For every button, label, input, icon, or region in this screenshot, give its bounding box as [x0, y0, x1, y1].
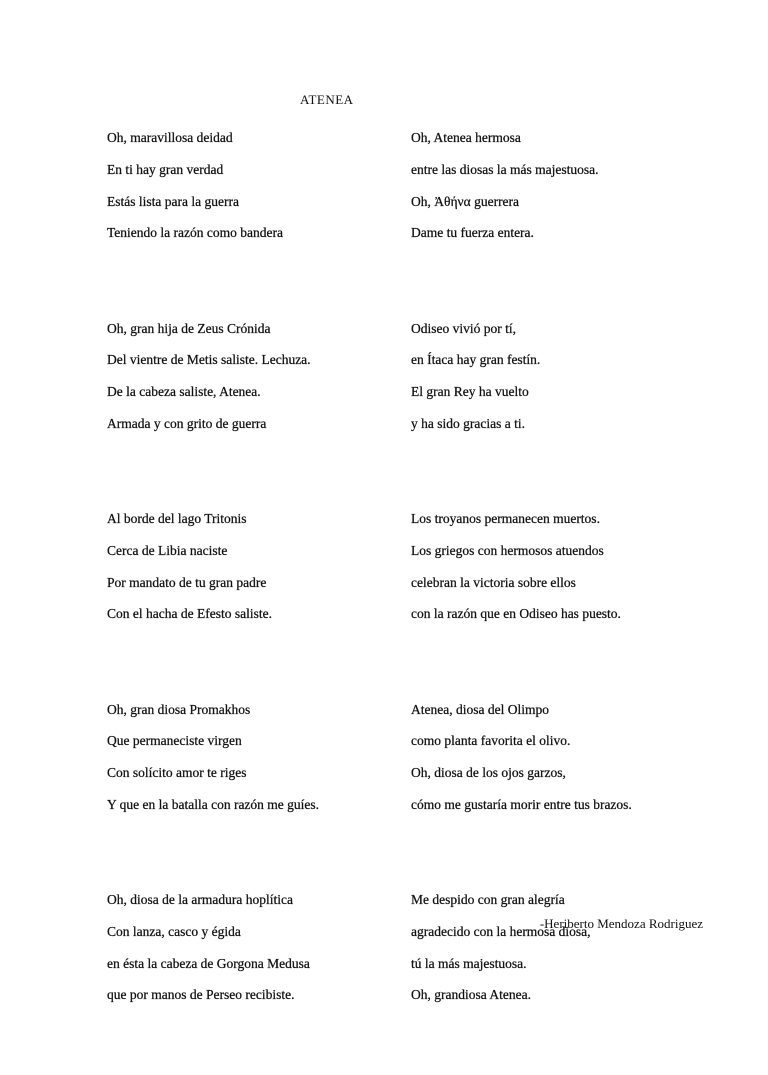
verse-line: con la razón que en Odiseo has puesto. — [411, 606, 621, 622]
verse-line: Por mandato de tu gran padre — [107, 574, 267, 590]
verse-line: Oh, gran hija de Zeus Crónida — [107, 320, 271, 336]
stanza — [107, 694, 319, 821]
verse-line: Oh, Atenea hermosa — [411, 130, 521, 145]
verse-line: Y que en la batalla con razón me guíes. — [107, 796, 320, 812]
stanza — [107, 122, 319, 249]
stanza — [107, 503, 319, 630]
verse-line: Armada y con grito de guerra — [107, 415, 267, 431]
verse-line: Teniendo la razón como bandera — [107, 225, 283, 241]
stanza — [411, 122, 632, 249]
verse-line: Oh, diosa de la armadura hoplítica — [107, 892, 293, 907]
verse-line: Los griegos con hermosos atuendos — [411, 542, 604, 558]
verse-line: entre las diosas la más majestuosa. — [411, 161, 599, 177]
verse-line: Atenea, diosa del Olimpo — [411, 701, 549, 717]
verse-line: El gran Rey ha vuelto — [411, 384, 529, 399]
verse-line: Con el hacha de Efesto saliste. — [107, 606, 272, 622]
verse-line: tú la más majestuosa. — [411, 955, 527, 971]
stanza — [411, 503, 632, 630]
author-signature: -Heriberto Mendoza Rodriguez — [539, 916, 703, 931]
verse-line: En ti hay gran verdad — [107, 161, 224, 177]
verse-line: Odiseo vivió por tí, — [411, 320, 516, 336]
left-column — [107, 122, 319, 1075]
stanza — [411, 694, 632, 821]
verse-line: celebran la victoria sobre ellos — [411, 574, 576, 590]
verse-line: cómo me gustaría morir entre tus brazos. — [411, 796, 632, 812]
stanza — [107, 313, 319, 440]
verse-line: Cerca de Libia naciste — [107, 542, 228, 558]
verse-line: Oh, maravillosa deidad — [107, 130, 233, 145]
verse-line: Con solícito amor te riges — [107, 765, 247, 780]
verse-line: Dame tu fuerza entera. — [411, 225, 534, 241]
verse-line: Me despido con gran alegría — [411, 892, 565, 907]
verse-line: Que permaneciste virgen — [107, 733, 242, 749]
verse-line: Oh, gran diosa Promakhos — [107, 701, 251, 717]
poem-title: ATENEA — [300, 92, 354, 107]
verse-line: como planta favorita el olivo. — [411, 733, 571, 749]
stanza — [411, 884, 632, 1011]
verse-line: agradecido con la hermosa diosa, — [411, 923, 591, 939]
verse-line: Oh, grandiosa Atenea. — [411, 987, 531, 1003]
verse-line: Con lanza, casco y égida — [107, 923, 241, 939]
verse-line: Oh, diosa de los ojos garzos, — [411, 765, 566, 780]
verse-line: Oh, Ἀθήνα guerrera — [411, 193, 520, 209]
verse-line: Los troyanos permanecen muertos. — [411, 511, 600, 526]
verse-line: en ésta la cabeza de Gorgona Medusa — [107, 955, 310, 971]
verse-line: que por manos de Perseo recibiste. — [107, 987, 295, 1003]
verse-line: Del vientre de Metis saliste. Lechuza. — [107, 352, 311, 368]
verse-line: en Ítaca hay gran festín. — [411, 352, 541, 368]
verse-line: Estás lista para la guerra — [107, 193, 239, 209]
stanza — [411, 313, 632, 440]
verse-line: De la cabeza saliste, Atenea. — [107, 384, 261, 399]
verse-line: Al borde del lago Tritonis — [107, 511, 247, 526]
verse-line: y ha sido gracias a ti. — [411, 415, 525, 431]
stanza — [107, 884, 319, 1011]
